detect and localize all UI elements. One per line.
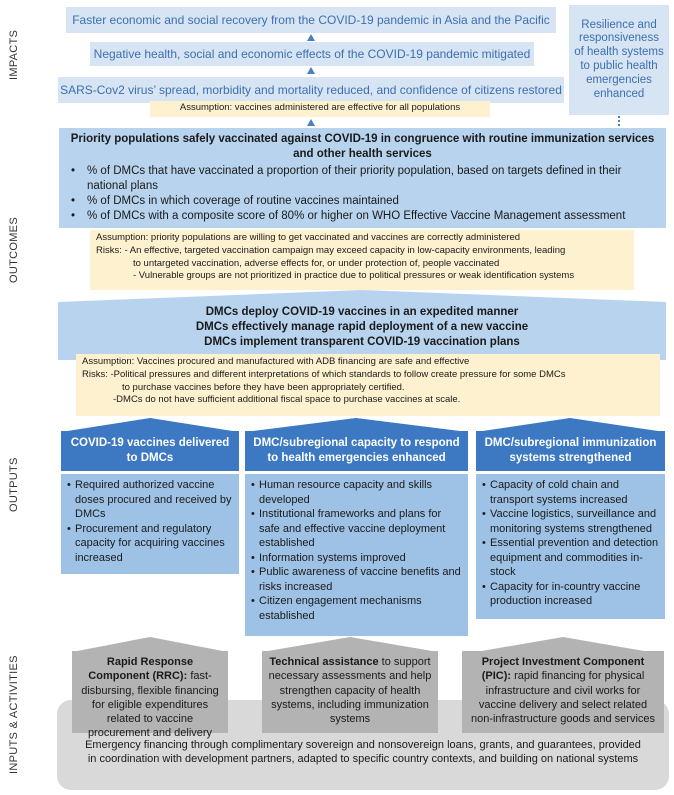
outputs-label: OUTPUTS [8,457,20,513]
output-1-body [61,474,239,574]
impact-resilience: Resilience and responsiveness of health systems to public health emergencies enhanced [569,5,669,115]
output-3-title: DMC/subregional immunization systems strengthened [476,431,665,471]
risk-text: -DMCs do not have sufficient additional fiscal space to purchase vaccines at scale. [113,394,461,406]
arrow-icon [307,67,315,74]
output-indicator: • Information systems improved [251,551,462,566]
intermediate-line: DMCs deploy COVID-19 vaccines in an expedited manner [205,306,519,318]
input-ta-title: Technical assistance [269,656,379,668]
output-indicator: • Essential prevention and detection equipment and commodities in-stock [482,536,659,580]
output-indicator: • Citizen engagement mechanisms established [251,594,462,623]
impact-effects-mitigated: Negative health, social and economic effects of the COVID-19 pandemic mitigated [90,42,534,66]
impact-spread-reduced: SARS-Cov2 virus’ spread, morbidity and mortality reduced, and confidence of citizens restored [58,77,564,103]
outcome-indicator: • % of DMCs in which coverage of routine vaccines maintained [69,194,656,209]
input-pic [462,651,664,733]
impacts-label: IMPACTS [8,29,20,81]
inputs-activities-label: INPUTS & ACTIVITIES [8,655,20,775]
assumption-output [76,354,660,416]
output-indicator: • Human resource capacity and skills developed [251,478,462,507]
intermediate-line: DMCs implement transparent COVID-19 vaccination plans [204,336,520,349]
outcome-box [59,128,666,228]
input-rrc [72,651,228,740]
output-indicator: • Required authorized vaccine doses procured and received by DMCs [67,478,233,522]
output-indicator: • Vaccine logistics, surveillance and monitoring systems strengthened [482,507,659,536]
output-3-body [476,474,665,619]
intermediate-line: DMCs effectively manage rapid deployment of a new vaccine [195,321,529,334]
outcomes-label: OUTCOMES [8,217,20,283]
output-indicator: • Capacity for in-country vaccine production increased [482,580,659,609]
input-technical-assistance [262,651,438,733]
risk-text: to untargeted vaccination, adverse effects for, or under protection of, people vaccinated [133,257,500,269]
outcome-indicator: • % of DMCs with a composite score of 80% or higher on WHO Effective Vaccine Management assessment [69,209,656,224]
output-2-body [245,474,468,636]
output-indicator: • Institutional frameworks and plans for safe and effective vaccine deployment established [251,507,462,551]
outcome-indicator: • % of DMCs that have vaccinated a proportion of their priority population, based on targets defined in their national plans [69,164,656,194]
outcome-title: Priority populations safely vaccinated against COVID-19 in congruence with routine immunization services and other health services [70,133,655,160]
intermediate-outcomes [58,305,666,351]
output-indicator: • Procurement and regulatory capacity for acquiring vaccines increased [67,522,233,566]
arrow-icon [307,34,315,41]
assumption-text: Assumption: Vaccines procured and manufactured with ADB financing are safe and effective [82,356,470,367]
input-pic-title: Project Investment Component (PIC): [481,656,645,683]
output-indicator: • Capacity of cold chain and transport systems increased [482,478,659,507]
input-rrc-text: fast-disbursing, flexible financing for eligible expenditures related to vaccine procurement and delivery [81,670,219,740]
output-1-title: COVID-19 vaccines delivered to DMCs [61,431,239,471]
input-rrc-title: Rapid Response Component (RRC): [88,656,194,683]
output-2-title: DMC/subregional capacity to respond to health emergencies enhanced [245,431,468,471]
assumption-impact: Assumption: vaccines administered are effective for all populations [150,101,490,117]
risk-text: - Vulnerable groups are not prioritized in practice due to political pressures or weak identification systems [133,270,575,282]
input-ta-text: to support necessary assessments and help strengthen capacity of health systems, including immunization systems [268,656,432,726]
output-indicator: • Public awareness of vaccine benefits and risks increased [251,565,462,594]
assumption-outcome [90,230,634,290]
impact-recovery: Faster economic and social recovery from the COVID-19 pandemic in Asia and the Pacific [66,7,556,33]
risk-text: to purchase vaccines before they have been appropriately certified. [122,381,405,393]
arrow-icon [307,119,315,126]
assumption-text: Assumption: priority populations are willing to get vaccinated and vaccines are correctly administered [96,232,521,243]
input-pic-text: rapid financing for physical infrastructure and civil works for vaccine delivery and select related non-infrastructure goods and services [470,670,656,726]
financing-text: Emergency financing through complimentary sovereign and nonsovereign loans, grants, and guarantees, provided in coordination with development partners, adapted to specific country contexts, and building on national systems [85,739,641,766]
risk-text: Risks: -Political pressures and different interpretations of which standards to follow create pressure for some DMCs [82,368,566,380]
risk-text: Risks: - An effective, targeted vaccination campaign may exceed capacity in low-capacity environments, leading [96,244,566,256]
